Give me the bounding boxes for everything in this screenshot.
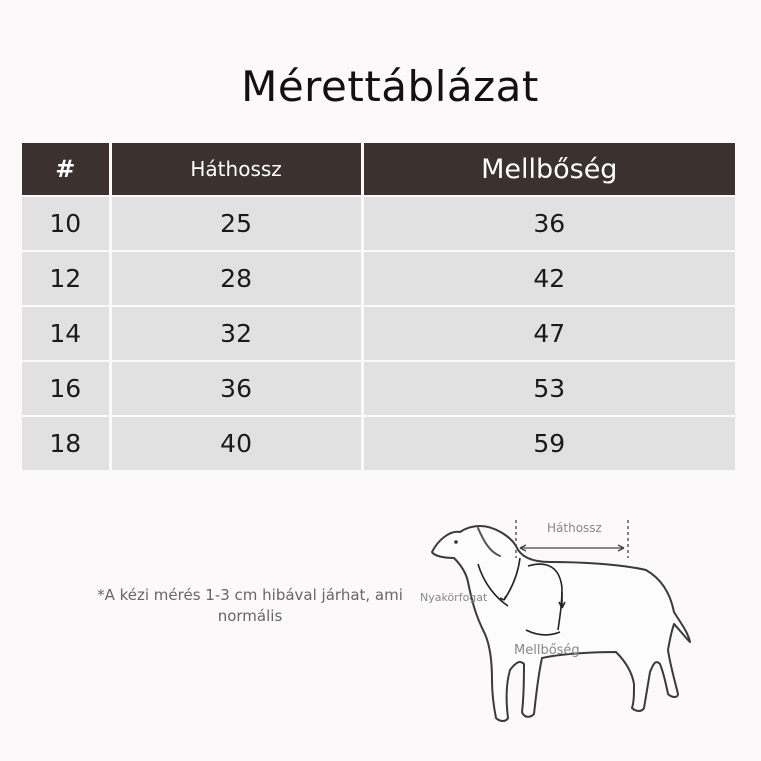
cell-back-length: 32 xyxy=(112,307,361,360)
cell-size: 18 xyxy=(22,417,109,470)
cell-back-length: 36 xyxy=(112,362,361,415)
cell-chest: 36 xyxy=(364,197,735,250)
cell-chest: 59 xyxy=(364,417,735,470)
cell-back-length: 28 xyxy=(112,252,361,305)
table-row xyxy=(22,197,735,250)
table-row xyxy=(22,417,735,470)
size-table xyxy=(19,141,738,472)
cell-back-length: 25 xyxy=(112,197,361,250)
cell-size: 10 xyxy=(22,197,109,250)
cell-chest: 42 xyxy=(364,252,735,305)
cell-back-length: 40 xyxy=(112,417,361,470)
neck-label: Nyakörfogat xyxy=(420,591,488,604)
cell-chest: 53 xyxy=(364,362,735,415)
cell-chest: 47 xyxy=(364,307,735,360)
dog-outline-icon xyxy=(420,512,700,732)
measurement-note: *A kézi mérés 1-3 cm hibával járhat, ami normális xyxy=(97,586,403,625)
cell-size: 14 xyxy=(22,307,109,360)
table-row xyxy=(22,307,735,360)
header-back-length: Háthossz xyxy=(112,143,361,195)
header-size: # xyxy=(22,143,109,195)
table-row xyxy=(22,362,735,415)
cell-size: 12 xyxy=(22,252,109,305)
back-length-label: Háthossz xyxy=(547,521,602,535)
header-chest: Mellbőség xyxy=(364,143,735,195)
dog-measurement-diagram xyxy=(420,512,700,732)
table-header-row xyxy=(22,143,735,195)
chest-label: Mellbőség xyxy=(514,643,580,658)
table-row xyxy=(22,252,735,305)
cell-size: 16 xyxy=(22,362,109,415)
page-title: Mérettáblázat xyxy=(241,62,539,111)
